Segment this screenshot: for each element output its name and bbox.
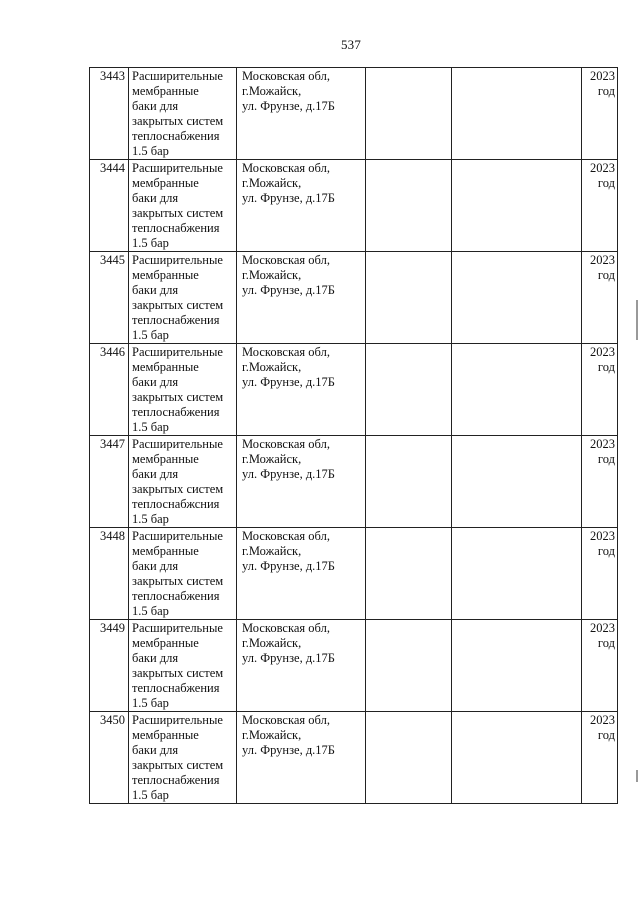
row-number-cell	[90, 252, 129, 344]
address: Московская обл, г.Можайск, ул. Фрунзе, д.17Б	[242, 713, 335, 757]
empty-cell-2	[452, 620, 582, 712]
year-cell	[582, 160, 618, 252]
address-cell	[237, 252, 366, 344]
table-row	[90, 528, 618, 620]
address: Московская обл, г.Можайск, ул. Фрунзе, д.17Б	[242, 253, 335, 297]
empty-cell-2	[452, 712, 582, 804]
year: 2023 год	[590, 69, 615, 98]
empty-cell-2	[452, 68, 582, 160]
row-number: 3449	[100, 621, 125, 635]
item-name-cell	[129, 68, 237, 160]
table-row	[90, 160, 618, 252]
item-name-cell	[129, 620, 237, 712]
year: 2023 год	[590, 529, 615, 558]
item-name-cell	[129, 712, 237, 804]
address-cell	[237, 68, 366, 160]
empty-cell-1	[366, 712, 452, 804]
table-body	[90, 68, 618, 804]
item-name: Расширительные мембранные баки для закрытых систем теплоснабжения 1.5 бар	[132, 69, 224, 158]
year-cell	[582, 620, 618, 712]
item-name-cell	[129, 344, 237, 436]
item-name: Расширительные мембранные баки для закрытых систем теплоснабжения 1.5 бар	[132, 621, 224, 710]
address: Московская обл, г.Можайск, ул. Фрунзе, д.17Б	[242, 69, 335, 113]
address-cell	[237, 712, 366, 804]
empty-cell-2	[452, 344, 582, 436]
item-name: Расширительные мембранные баки для закрытых систем теплоснабжения 1.5 бар	[132, 713, 224, 802]
row-number-cell	[90, 68, 129, 160]
item-name: Расширительные мембранные баки для закрытых систем теплоснабжения 1.5 бар	[132, 345, 224, 434]
row-number: 3446	[100, 345, 125, 359]
empty-cell-1	[366, 160, 452, 252]
table-row	[90, 436, 618, 528]
address-cell	[237, 160, 366, 252]
row-number: 3447	[100, 437, 125, 451]
item-name-cell	[129, 252, 237, 344]
year: 2023 год	[590, 713, 615, 742]
table-row	[90, 620, 618, 712]
item-name-cell	[129, 160, 237, 252]
empty-cell-2	[452, 160, 582, 252]
empty-cell-1	[366, 344, 452, 436]
address-cell	[237, 436, 366, 528]
scan-edge-mark	[636, 300, 638, 340]
row-number: 3443	[100, 69, 125, 83]
empty-cell-1	[366, 252, 452, 344]
year-cell	[582, 436, 618, 528]
address-cell	[237, 528, 366, 620]
year: 2023 год	[590, 437, 615, 466]
empty-cell-2	[452, 436, 582, 528]
row-number: 3450	[100, 713, 125, 727]
address: Московская обл, г.Можайск, ул. Фрунзе, д.17Б	[242, 345, 335, 389]
year-cell	[582, 528, 618, 620]
empty-cell-2	[452, 528, 582, 620]
table-row	[90, 68, 618, 160]
year-cell	[582, 252, 618, 344]
row-number: 3448	[100, 529, 125, 543]
item-name: Расширительные мембранные баки для закрытых систем теплоснабжения 1.5 бар	[132, 529, 224, 618]
year-cell	[582, 344, 618, 436]
page-number: 537	[340, 37, 362, 52]
row-number-cell	[90, 160, 129, 252]
address-cell	[237, 344, 366, 436]
item-name-cell	[129, 436, 237, 528]
item-name-cell	[129, 528, 237, 620]
row-number: 3444	[100, 161, 125, 175]
empty-cell-2	[452, 252, 582, 344]
year-cell	[582, 712, 618, 804]
row-number-cell	[90, 436, 129, 528]
row-number-cell	[90, 528, 129, 620]
year: 2023 год	[590, 345, 615, 374]
address: Московская обл, г.Можайск, ул. Фрунзе, д.17Б	[242, 529, 335, 573]
item-name: Расширительные мембранные баки для закрытых систем теплоснабжения 1.5 бар	[132, 253, 224, 342]
item-name: Расширительные мембранные баки для закрытых систем теплоснабжсния 1.5 бар	[132, 437, 224, 526]
table-row	[90, 344, 618, 436]
address: Московская обл, г.Можайск, ул. Фрунзе, д.17Б	[242, 437, 335, 481]
inventory-table	[89, 67, 618, 804]
year-cell	[582, 68, 618, 160]
year: 2023 год	[590, 253, 615, 282]
empty-cell-1	[366, 620, 452, 712]
scan-edge-mark	[636, 770, 638, 782]
address-cell	[237, 620, 366, 712]
empty-cell-1	[366, 68, 452, 160]
empty-cell-1	[366, 436, 452, 528]
address: Московская обл, г.Можайск, ул. Фрунзе, д.17Б	[242, 161, 335, 205]
item-name: Расширительные мембранные баки для закрытых систем теплоснабжения 1.5 бар	[132, 161, 224, 250]
empty-cell-1	[366, 528, 452, 620]
row-number-cell	[90, 620, 129, 712]
row-number-cell	[90, 344, 129, 436]
table-row	[90, 712, 618, 804]
table-row	[90, 252, 618, 344]
year: 2023 год	[590, 621, 615, 650]
row-number: 3445	[100, 253, 125, 267]
row-number-cell	[90, 712, 129, 804]
year: 2023 год	[590, 161, 615, 190]
address: Московская обл, г.Можайск, ул. Фрунзе, д.17Б	[242, 621, 335, 665]
